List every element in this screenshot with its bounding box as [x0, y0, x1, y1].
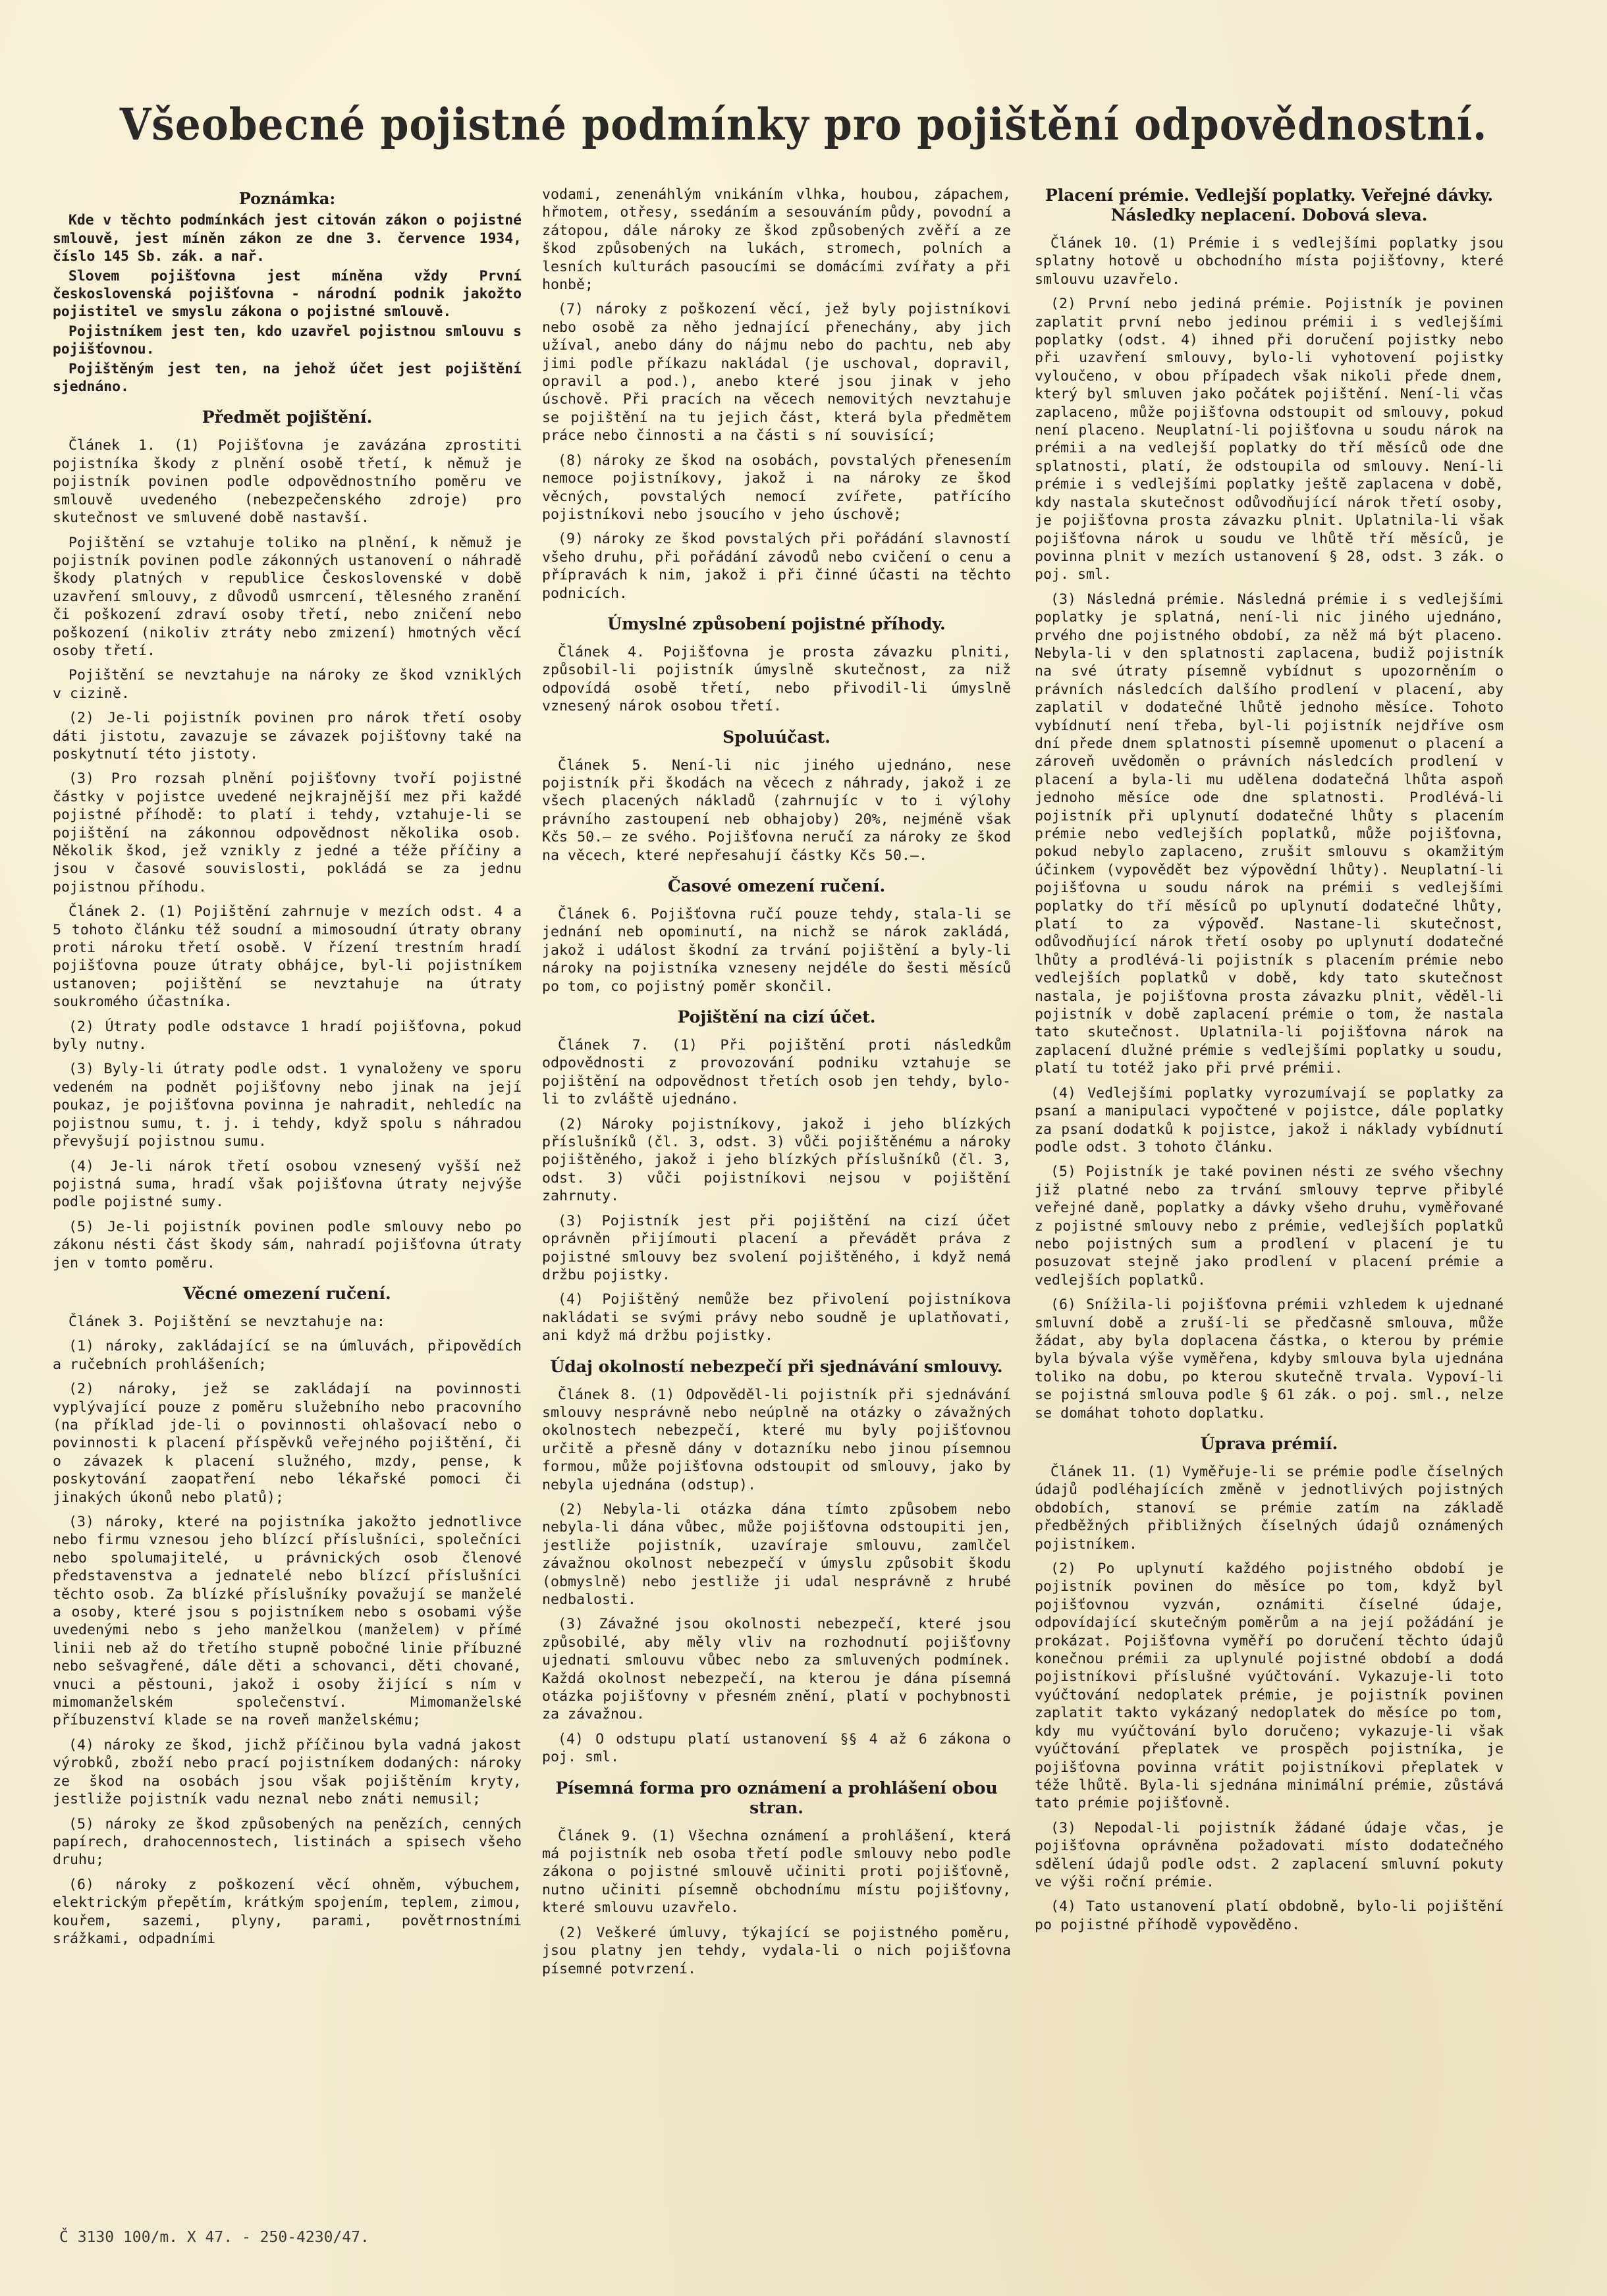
paragraph: (4) Tato ustanovení platí obdobně, bylo-li pojištění po pojistné příhodě vypověděno. [1035, 1898, 1504, 1933]
paragraph: (2) Po uplynutí každého pojistného období je pojistník povinen do měsíce po tom, když byl pojišťovnou vyzván, oznámiti číselné údaje, odpovídající skutečným poměrům a na její požádání je prokázat. Pojišťovna vyměří po doručení těchto údajů konečnou prémii za uplynulé pojistné období a dodá pojistníkovi příslušné vyúčtování. Vykazuje-li toto vyúčtování nedoplatek prémie, je pojistník povinen zaplatit takto vykázaný nedoplatek do měsíce po tom, kdy mu vyúčtování bylo doručeno; vykazuje-li však vyúčtování přeplatek ve prospěch pojistníka, je pojišťovna povinna vrátit pojistníkovi přeplatek v téže lhůtě. Byla-li sjednána minimální prémie, zůstává tato prémie pojišťovně. [1035, 1561, 1504, 1812]
section-heading: Předmět pojištění. [202, 408, 373, 427]
paragraph: (2) Nebyla-li otázka dána tímto způsobem nebo nebyla-li dána vůbec, může pojišťovna odstoupiti jen, jestliže pojistník, uzavíraje smlouvu, zamlčel závažnou okolnost nebezpečí v úmyslu způsobit škodu (obmyslně) nebo jestliže ji udal nesprávně z hrubé nedbalosti. [542, 1501, 1011, 1608]
paragraph: (2) Je-li pojistník povinen pro nárok třetí osoby dáti jistotu, zavazuje se závazek pojišťovny také na poskytnutí této jistoty. [53, 710, 522, 762]
paragraph: (3) Závažné jsou okolnosti nebezpečí, které jsou způsobilé, aby měly vliv na rozhodnutí pojišťovny ujednati smlouvu vůbec nebo za smluvených podmínek. Každá okolnost nebezpečí, na kterou je dána písemná otázka pojišťovny v přesném znění, platí v pochybnosti za závažnou. [542, 1616, 1011, 1723]
page-title: Všeobecné pojistné podmínky pro pojištění odpovědnostní. [119, 99, 1488, 150]
paragraph: Pojištění se vztahuje toliko na plnění, k němuž je pojistník povinen podle zákonných ustanovení o náhradě škody platných v republice Československé v době uzavření smlouvy, z důvodů usmrcení, tělesného zranění či poškození zdraví osoby třetí, nebo zničení nebo poškození (nikoliv ztráty nebo zmizení) hmotných věcí osoby třetí. [53, 534, 522, 659]
note-paragraph: Pojištěným jest ten, na jehož účet jest pojištění sjednáno. [53, 360, 522, 396]
section-heading: Úmyslné způsobení pojistné příhody. [607, 614, 946, 633]
paragraph: Článek 6. Pojišťovna ručí pouze tehdy, stala-li se jednání neb opominutí, na nichž se nárok zakládá, jakož i událost škodní za trvání pojištění a byly-li nároky na pojistníka vzneseny nejdéle do šesti měsíců po tom, co pojistný poměr skončil. [542, 906, 1011, 995]
paragraph: (7) nároky z poškození věcí, jež byly pojistníkovi nebo osobě za něho jednající přenechány, aby jich užíval, anebo dány do nájmu nebo do pachtu, neb aby jimi podle příkazu nakládal (je uschoval, dopravil, opravil a pod.), anebo které jsou jinak v jeho úschově. Při pracích na věcech nemovitých nevztahuje se pojištění na tu jejich část, která byla předmětem práce nebo činnosti a na části s ní souvisící; [542, 301, 1011, 444]
paragraph: Článek 11. (1) Vyměřuje-li se prémie podle číselných údajů podléhajících změně v jednotlivých pojistných obdobích, stanoví se prémie zatím na základě předběžných přibližných číselných údajů oznámených pojistníkem. [1035, 1464, 1504, 1553]
section-heading: Spoluúčast. [722, 727, 831, 747]
section-heading: Údaj okolností nebezpečí při sjednávání smlouvy. [550, 1356, 1003, 1376]
section-heading: Věcné omezení ručení. [183, 1283, 391, 1303]
paragraph: Článek 10. (1) Prémie i s vedlejšími poplatky jsou splatny hotově u obchodního místa pojišťovny, které smlouvu uzavřelo. [1035, 235, 1504, 288]
note-paragraph: Pojistníkem jest ten, kdo uzavřel pojistnou smlouvu s pojišťovnou. [53, 323, 522, 358]
paragraph: Článek 5. Není-li nic jiného ujednáno, nese pojistník při škodách na věcech z náhrady, jakož i ze všech placených nákladů (zahrnujíc v to i výlohy právního zastoupení neb obhajoby) 20%, nejméně však Kčs 50.— ze svého. Pojišťovna neručí za nároky ze škod na věcech, které nepřesahují částky Kčs 50.—. [542, 757, 1011, 864]
note-block [53, 211, 522, 396]
paragraph: Článek 1. (1) Pojišťovna je zavázána zprostiti pojistníka škody z plnění osobě třetí, k němuž je pojistník povinen podle odpovědnostního poměru ve smlouvě uvedeného (nebezpečenského zdroje) pro skutečnost ve smluvené době nastavší. [53, 437, 522, 527]
paragraph: (3) nároky, které na pojistníka jakožto jednotlivce nebo firmu vznesou jeho blízcí příslušníci, společníci nebo spolumajitelé, u právnických osob členové představenstva a jednatelé nebo blízcí příslušníci těchto osob. Za blízké příslušníky považují se manželé a osoby, které jsou s pojistníkem nebo s osobami výše uvedenými nebo s jeho manželkou (manželem) v přímé linii neb až do třetího stupně pobočné linie příbuzné nebo sešvagřené, dále děti a schovanci, děti chované, vnuci a pěstouni, jakož i osoby žijící s ním v mimomanželském společenství. Mimomanželské příbuzenství klade se na roveň manželskému; [53, 1514, 522, 1729]
section-heading: Úprava prémií. [1200, 1434, 1338, 1453]
paragraph: (4) O odstupu platí ustanovení §§ 4 až 6 zákona o poj. sml. [542, 1730, 1011, 1766]
section-heading: Placení prémie. Vedlejší poplatky. Veřejné dávky. Následky neplacení. Dobová sleva. [1045, 186, 1494, 225]
paragraph: Článek 3. Pojištění se nevztahuje na: [68, 1313, 386, 1330]
paragraph: (2) Veškeré úmluvy, týkající se pojistného poměru, jsou platny jen tehdy, vydala-li o nich pojišťovna písemné potvrzení. [542, 1924, 1011, 1977]
paragraph: (3) Byly-li útraty podle odst. 1 vynaloženy ve sporu vedeném na podnět pojišťovny nebo jinak na její poukaz, je pojišťovna povinna je nahradit, nehledíc na pojistnou sumu, t. j. i tehdy, když spolu s náhradou převyšují pojistnou sumu. [53, 1061, 522, 1150]
section-heading: Pojištění na cizí účet. [677, 1007, 876, 1027]
paragraph: (6) nároky z poškození věcí ohněm, výbuchem, elektrickým přepětím, krátkým spojením, teplem, zimou, kouřem, sazemi, plyny, parami, povětrnostními srážkami, odpadními [53, 1876, 522, 1947]
paragraph: Článek 7. (1) Při pojištění proti následkům odpovědnosti z provozování podniku vztahuje se pojištění na odpovědnost třetích osob jen tehdy, bylo-li to zvláště ujednáno. [542, 1037, 1011, 1108]
paragraph: (5) Je-li pojistník povinen podle smlouvy nebo po zákonu nésti část škody sám, nahradí pojišťovna útraty jen v tomto poměru. [53, 1218, 522, 1271]
note-paragraph: Slovem pojišťovna jest míněna vždy První československá pojišťovna - národní podnik jakožto pojistitel ve smyslu zákona o pojistné smlouvě. [53, 267, 522, 321]
paragraph: (2) První nebo jediná prémie. Pojistník je povinen zaplatit první nebo jedinou prémii i s vedlejšími poplatky (odst. 4) ihned při doručení pojistky nebo při uzavření smlouvy, bylo-li vyhotovení pojistky vyloučeno, v obou případech však nikoli přede dnem, který byl smluven jako počátek pojištění. Není-li včas zaplaceno, může pojišťovna odstoupit od smlouvy, pokud není placeno. Neuplatní-li pojišťovna u soudu nárok na prémii a na vedlejší poplatky do tří měsíců ode dne splatnosti, platí, že odstoupila od smlouvy. Není-li prémie i s vedlejšími poplatky ještě zaplacena v době, kdy nastala skutečnost odůvodňující nárok třetí osoby, je pojišťovna prosta závazku plnit. Uplatnila-li však pojišťovna nárok u soudu ve lhůtě tří měsíců, je povinna plnit v mezích ustanovení § 28, odst. 3 zák. o poj. sml. [1035, 296, 1504, 583]
paragraph: (4) Je-li nárok třetí osobou vznesený vyšší než pojistná suma, hradí však pojišťovna útraty nejvýše podle pojistné sumy. [53, 1158, 522, 1211]
paragraph: (1) nároky, zakládající se na úmluvách, připovědích a ručebních prohlášeních; [53, 1338, 522, 1373]
paragraph: (6) Snížila-li pojišťovna prémii vzhledem k ujednané smluvní době a zruší-li se předčasně smlouva, může žádat, aby byla doplacena částka, o kterou by prémie byla bývala výše vyměřena, kdyby smlouva byla ujednána toliko na dobu, po kterou skutečně trvala. Vypoví-li se pojistná smlouva podle § 61 zák. o poj. sml., nelze se domáhat tohoto doplatku. [1035, 1296, 1504, 1422]
paragraph: (9) nároky ze škod povstalých při pořádání slavností všeho druhu, při pořádání závodů nebo cvičení o cenu a přípravách k nim, jakož i při činné účasti na těchto podnicích. [542, 531, 1011, 602]
paragraph: (3) Nepodal-li pojistník žádané údaje včas, je pojišťovna oprávněna požadovati místo dodatečného sdělení údajů podle odst. 2 zaplacení smluvní pokuty ve výši roční prémie. [1035, 1819, 1504, 1890]
paragraph: (4) Vedlejšími poplatky vyrozumívají se poplatky za psaní a manipulaci vypočtené v pojistce, dále poplatky za psaní dodatků k pojistce, jakož i náklady vybídnutí podle odst. 3 tohoto článku. [1035, 1084, 1504, 1156]
column-middle [542, 186, 1011, 2168]
note-heading: Poznámka: [238, 189, 336, 208]
paragraph: Článek 4. Pojišťovna je prosta závazku plniti, způsobil-li pojistník úmyslně skutečnost, za niž odpovídá osobě třetí, nebo přivodil-li úmyslně vznesený nárok osobou třetí. [542, 643, 1011, 715]
paragraph: (3) Následná prémie. Následná prémie i s vedlejšími poplatky je splatná, není-li nic jiného ujednáno, prvého dne pojistného období, za něž má být placeno. Nebyla-li v den splatnosti zaplacena, budiž pojistník na své útraty písemně vybídnut s upozorněním o právních následcích dalšího prodlení v placení, aby zaplatil v dodatečné lhůtě jednoho měsíce. Tohoto vybídnutí není třeba, byl-li pojistník nejdříve osm dní přede dnem splatnosti písemně upomenut o placení a zároveň uvědoměn o právních následcích prodlení v placení a byla-li mu udělena dodatečná lhůta aspoň jednoho měsíce ode dne splatnosti. Prodlévá-li pojistník při uplynutí dodatečné lhůty s placením prémie nebo vedlejších poplatků, může pojišťovna, pokud nebylo zaplaceno, zrušit smlouvu s okamžitým účinkem (vypovědět bez výpovědní lhůty). Neuplatní-li pojišťovna u soudu nárok na prémii s vedlejšími poplatky do tří měsíců po uplynutí dodatečné lhůty, platí to za výpověď. Nastane-li skutečnost, odůvodňující nárok třetí osoby po uplynutí dodatečné lhůty a prodlévá-li pojistník s placením prémie nebo vedlejších poplatků v době, kdy tato skutečnost nastala, je pojišťovna prosta závazku plnit, věděl-li pojistník v době zaplacení prémie o tom, že nastala tato skutečnost. Uplatnila-li pojišťovna nárok na zaplacení dlužné prémie s vedlejšími poplatky u soudu, platí tu totéž jako při prvé prémii. [1035, 591, 1504, 1077]
section-heading: Písemná forma pro oznámení a prohlášení obou stran. [555, 1778, 998, 1817]
paragraph: (5) nároky ze škod způsobených na penězích, cenných papírech, drahocennostech, listinách a spisech všeho druhu; [53, 1815, 522, 1869]
print-code: Č 3130 100/m. X 47. - 250-4230/47. [59, 2229, 369, 2246]
section-heading: Časové omezení ručení. [667, 876, 886, 895]
paragraph: vodami, zenenáhlým vnikáním vlhka, houbou, zápachem, hřmotem, otřesy, ssedáním a sesouváním půdy, povodní a zátopou, dále nároky ze škod způsobených zvěří a ze škod způsobených na lukách, stromech, polních a lesních kulturách pasoucími se domácími zvířaty a při honbě; [542, 186, 1011, 294]
paragraph: (4) Pojištěný nemůže bez přivolení pojistníkova nakládati se svými právy nebo soudně je uplatňovati, ani když má držbu pojistky. [542, 1291, 1011, 1345]
paragraph: Článek 9. (1) Všechna oznámení a prohlášení, která má pojistník neb osoba třetí podle smlouvy nebo podle zákona o pojistné smlouvě učiniti proti pojišťovně, nutno učiniti písemně obchodnímu místu pojišťovny, které smlouvu uzavřelo. [542, 1827, 1011, 1917]
paragraph: (5) Pojistník je také povinen nésti ze svého všechny již platné nebo za trvání smlouvy teprve přibylé veřejné daně, poplatky a dávky všeho druhu, vyměřované z pojistné smlouvy nebo z prémie, vedlejších poplatků nebo pojistných sum a prodlení v placení je tu posuzovat stejně jako prodlení v placení prémie a vedlejších poplatků. [1035, 1163, 1504, 1289]
column-right [1035, 186, 1504, 2161]
paragraph: Článek 8. (1) Odpověděl-li pojistník při sjednávání smlouvy nesprávně nebo neúplně na otázky o závažných okolnostech nebezpečí, které mu byly pojišťovnou určitě a přesně dány v dotazníku nebo jinou písemnou formou, může pojišťovna odstoupit od smlouvy, jako by nebyla ujednána (odstup). [542, 1386, 1011, 1493]
paragraph: (4) nároky ze škod, jichž příčinou byla vadná jakost výrobků, zboží nebo prací pojistníkem dodaných: nároky ze škod na osobách jsou však pojištěním kryty, jestliže pojistník vadu neznal nebo znáti nemusil; [53, 1736, 522, 1808]
paragraph: (2) Útraty podle odstavce 1 hradí pojišťovna, pokud byly nutny. [53, 1018, 522, 1054]
paragraph: Pojištění se nevztahuje na nároky ze škod vzniklých v cizině. [53, 667, 522, 702]
paragraph: (8) nároky ze škod na osobách, povstalých přenesením nemoce pojistníkovy, jakož i na nároky ze škod věcných, povstalých nemocí zvířete, patřícího pojistníkovi nebo jsoucího v jeho úschově; [542, 452, 1011, 523]
paragraph: (2) Nároky pojistníkovy, jakož i jeho blízkých příslušníků (čl. 3, odst. 3) vůči pojištěnému a nároky pojištěného, jakož i jeho blízkých příslušníků (čl. 3, odst. 3) vůči pojistníkovi nejsou v pojištění zahrnuty. [542, 1115, 1011, 1205]
paragraph: (2) nároky, jež se zakládají na povinnosti vyplývající pouze z poměru služebního nebo pracovního (na příklad jde-li o povinnosti ohlašovací nebo o povinnosti k placení příspěvků veřejného pojištění, či o závazek k placení služného, mzdy, pense, k poskytování zaopatření nebo lékařské pomoci či jinakých úkonů nebo platů); [53, 1381, 522, 1506]
column-left [53, 186, 522, 2161]
paragraph: Článek 2. (1) Pojištění zahrnuje v mezích odst. 4 a 5 tohoto článku též soudní a mimosoudní útraty obrany proti nároku třetí osobě. V řízení trestním hradí pojišťovna pouze útraty obhájce, byl-li pojistníkem ustanoven; pojištění se nevztahuje na útraty soukromého účastníka. [53, 903, 522, 1011]
paragraph: (3) Pro rozsah plnění pojišťovny tvoří pojistné částky v pojistce uvedené nejkrajnější mez při každé pojistné příhodě: to platí i tehdy, vztahuje-li se pojištění na zákonnou odpovědnost několika osob. Několik škod, jež vznikly z jedné a téže příčiny a jsou v časové souvislosti, pokládá se za jednu pojistnou příhodu. [53, 770, 522, 895]
note-paragraph: Kde v těchto podmínkách jest citován zákon o pojistné smlouvě, jest míněn zákon ze dne 3. července 1934, číslo 145 Sb. zák. a nař. [53, 212, 522, 265]
paragraph: (3) Pojistník jest při pojištění na cizí účet oprávněn přijímouti placení a převádět práva z pojistné smlouvy bez svolení pojištěného, i když nemá držbu pojistky. [542, 1212, 1011, 1283]
